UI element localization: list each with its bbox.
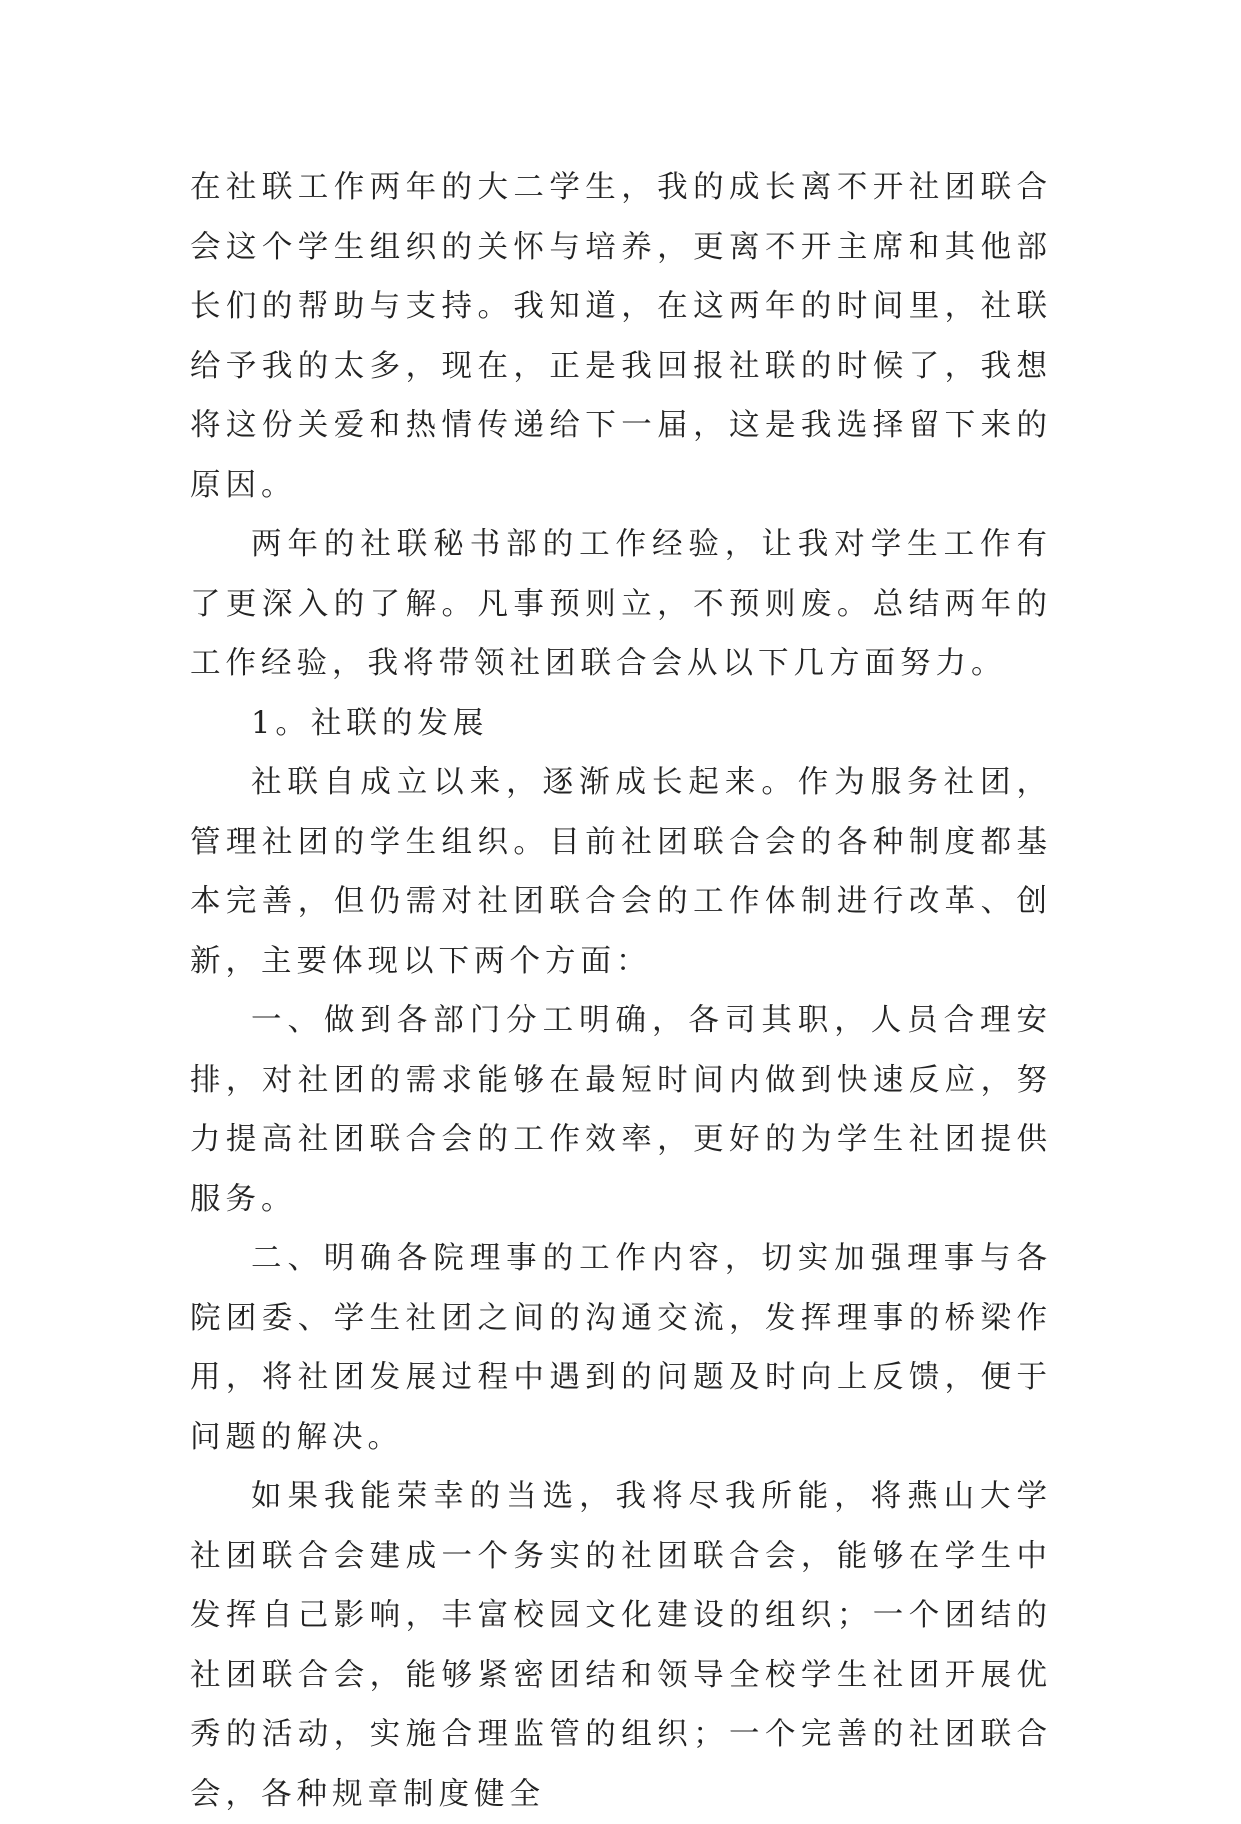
section-heading-development: 1。社联的发展 xyxy=(251,705,489,741)
paragraph-experience: 两年的社联秘书部的工作经验，让我对学生工作有了更深入的了解。凡事预则立，不预则废。总结两年的工作经验，我将带领社团联合会从以下几方面努力。 xyxy=(190,527,1052,681)
paragraph-closing: 如果我能荣幸的当选，我将尽我所能，将燕山大学社团联合会建成一个务实的社团联合会，能够在学生中发挥自己影响，丰富校园文化建设的组织；一个团结的社团联合会，能够紧密团结和领导全校学生社团开展优秀的活动，实施合理监管的组织；一个完善的社团联合会，各种规章制度健全 xyxy=(190,1479,1052,1812)
document-body xyxy=(190,158,1052,1824)
paragraph-development: 社联自成立以来，逐渐成长起来。作为服务社团，管理社团的学生组织。目前社团联合会的各种制度都基本完善，但仍需对社团联合会的工作体制进行改革、创新，主要体现以下两个方面： xyxy=(190,765,1052,979)
paragraph-intro: 在社联工作两年的大二学生，我的成长离不开社团联合会这个学生组织的关怀与培养，更离不开主席和其他部长们的帮助与支持。我知道，在这两年的时间里，社联给予我的太多，现在，正是我回报社联的时候了，我想将这份关爱和热情传递给下一届，这是我选择留下来的原因。 xyxy=(190,170,1052,503)
paragraph-point-one: 一、做到各部门分工明确，各司其职，人员合理安排，对社团的需求能够在最短时间内做到快速反应，努力提高社团联合会的工作效率，更好的为学生社团提供服务。 xyxy=(190,1003,1052,1217)
paragraph-point-two: 二、明确各院理事的工作内容，切实加强理事与各院团委、学生社团之间的沟通交流，发挥理事的桥梁作用，将社团发展过程中遇到的问题及时向上反馈，便于问题的解决。 xyxy=(190,1241,1052,1455)
